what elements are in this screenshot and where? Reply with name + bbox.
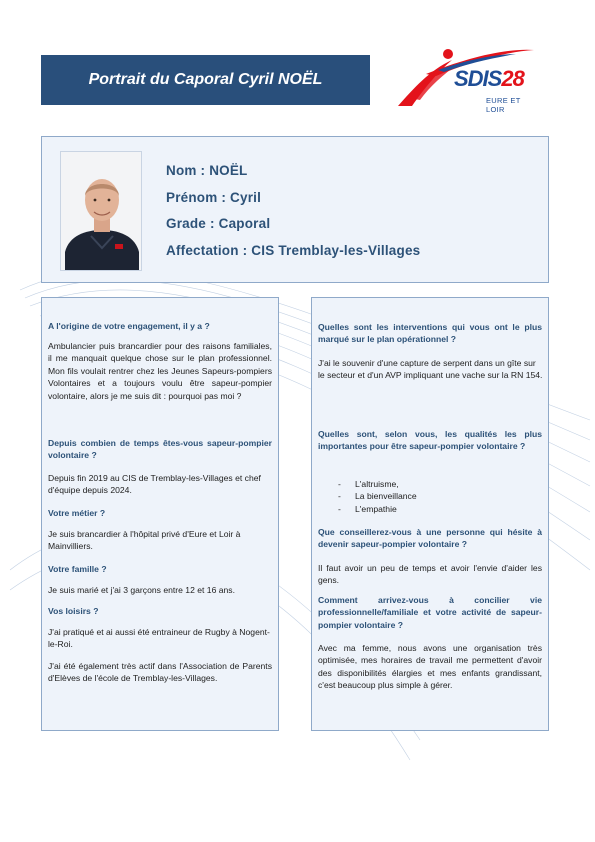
list-item: - La bienveillance — [338, 490, 538, 502]
question-interventions: Quelles sont les interventions qui vous ont le plus marqué sur le plan opérationnel ? — [318, 322, 542, 345]
profile-nom: Nom : NOËL — [166, 163, 248, 178]
portrait-image — [61, 152, 142, 271]
question-metier: Votre métier ? — [48, 508, 106, 518]
question-famille: Votre famille ? — [48, 564, 107, 574]
profile-prenom: Prénom : Cyril — [166, 189, 262, 205]
profile-affectation: Affectation : CIS Tremblay-les-Villages — [166, 242, 421, 258]
qualities-list — [338, 478, 538, 515]
answer-loisirs-association: J'ai été également très actif dans l'Association de Parents d'Elèves de l'école de Tremblay-les-Villages. — [48, 661, 272, 684]
answer-loisirs-rugby: J'ai pratiqué et ai aussi été entraineur de Rugby à Nogent-le-Roi. — [48, 627, 270, 650]
list-item: - L'empathie — [338, 503, 538, 515]
answer-engagement: Ambulancier puis brancardier pour des raisons familiales, il me manquait quelque chose sur le plan professionnel. Mon fils voulait rentrer chez les Jeunes Sapeurs-pompiers Volontaires et a toujours voulu être sapeur-pompier volontaire, alors je me suis dit : pourquoi pas moi ? — [48, 341, 272, 401]
answer-interventions: J'ai le souvenir d'une capture de serpent dans un gîte sur le secteur et d'un AVP impliquant une vache sur la RN 154. — [318, 358, 543, 381]
logo-subtitle: EURE ET LOIR — [486, 96, 521, 114]
logo-brand-text: SDIS28 — [454, 66, 524, 91]
question-conseil: Que conseillerez-vous à une personne qui hésite à devenir sapeur-pompier volontaire ? — [318, 527, 542, 550]
answer-famille: Je suis marié et j'ai 3 garçons entre 12 et 16 ans. — [48, 585, 235, 595]
profile-photo — [60, 151, 142, 271]
sdis28-logo — [396, 40, 536, 112]
answer-conciliation: Avec ma femme, nous avons une organisation très optimisée, mes horaires de travail me permettent d'avoir des disponibilités élargies et mes enfants grandissant, c'est beaucoup plus simple à gérer. — [318, 643, 542, 691]
question-loisirs: Vos loisirs ? — [48, 606, 99, 616]
question-engagement: A l'origine de votre engagement, il y a ? — [48, 321, 210, 331]
profile-grade: Grade : Caporal — [166, 216, 271, 231]
question-duree: Depuis combien de temps êtes-vous sapeur-pompier volontaire ? — [48, 438, 272, 461]
question-conciliation: Comment arrivez-vous à concilier vie professionnelle/familiale et votre activité de sapeur-pompier volontaire ? — [318, 595, 542, 630]
title-banner — [41, 55, 370, 105]
answer-conseil: Il faut avoir un peu de temps et avoir l'envie d'aider les gens. — [318, 563, 542, 586]
answer-duree: Depuis fin 2019 au CIS de Tremblay-les-Villages et chef d'équipe depuis 2024. — [48, 473, 261, 496]
answer-metier: Je suis brancardier à l'hôpital privé d'Eure et Loir à Mainvilliers. — [48, 529, 241, 552]
question-qualites: Quelles sont, selon vous, les qualités les plus importantes pour être sapeur-pompier volontaire ? — [318, 429, 542, 452]
list-item: - L'altruisme, — [338, 478, 538, 490]
profile-card — [41, 136, 549, 283]
page-title: Portrait du Caporal Cyril NOËL — [88, 71, 323, 88]
